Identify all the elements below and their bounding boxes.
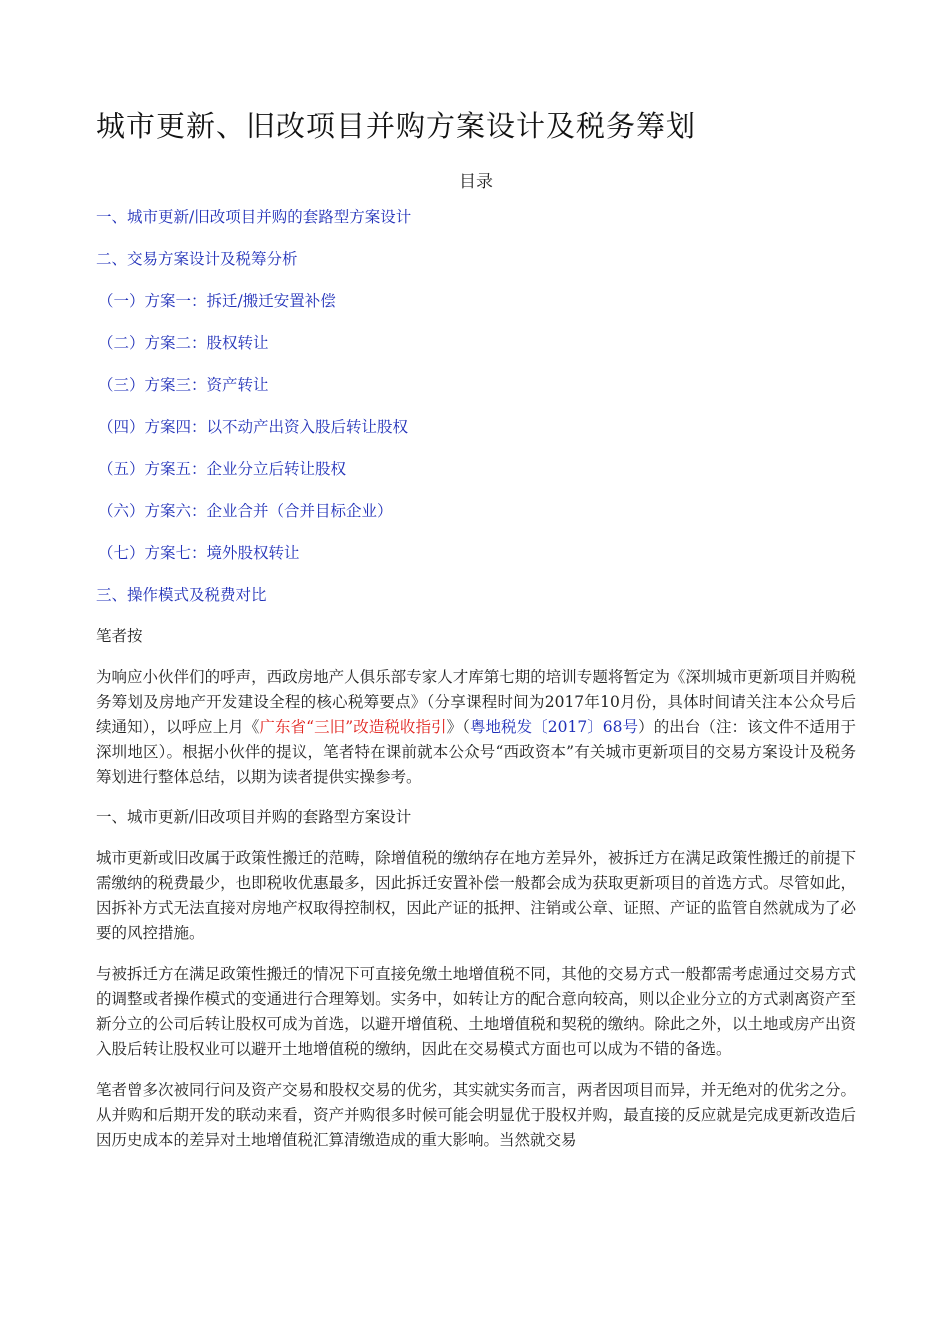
document-number-link[interactable]: 粤地税发〔2017〕68号 — [469, 718, 639, 736]
toc-link-option-5[interactable]: （五）方案五：企业分立后转让股权 — [98, 460, 347, 478]
intro-text-c: ）的出台（注：该文件不适用于深圳地区）。根据小伙伴的提议，笔者特在课前就本公众号“西政资本”有关城市更新项目的交易方案设计及税务筹划进行整体总结，以期为读者提供实操参考。 — [96, 718, 856, 786]
toc-link-option-3[interactable]: （三）方案三：资产转让 — [98, 376, 269, 394]
toc-link-option-7[interactable]: （七）方案七：境外股权转让 — [98, 544, 300, 562]
toc-link-option-6[interactable]: （六）方案六：企业合并（合并目标企业） — [98, 502, 393, 520]
author-note: 笔者按 — [96, 627, 143, 645]
body-paragraph-2: 与被拆迁方在满足政策性搬迁的情况下可直接免缴土地增值税不同，其他的交易方式一般都需考虑通过交易方式的调整或者操作模式的变通进行合理筹划。实务中，如转让方的配合意向较高，则以企业分立的方式剥离资产至新分立的公司后转让股权可成为首选，以避开增值税、土地增值税和契税的缴纳。除此之外，以土地或房产出资入股后转让股权业可以避开土地增值税的缴纳，因此在交易模式方面也可以成为不错的备选。 — [96, 965, 856, 1058]
toc-link-section-2[interactable]: 二、交易方案设计及税筹分析 — [96, 250, 298, 268]
document-title: 城市更新、旧改项目并购方案设计及税务筹划 — [96, 109, 697, 143]
toc-link-section-3[interactable]: 三、操作模式及税费对比 — [96, 586, 267, 604]
toc-heading: 目录 — [459, 172, 493, 192]
document-page — [96, 100, 856, 1169]
guideline-link[interactable]: 广东省“三旧”改造税收指引 — [259, 718, 447, 736]
table-of-contents — [96, 207, 856, 605]
toc-link-option-4[interactable]: （四）方案四：以不动产出资入股后转让股权 — [98, 418, 409, 436]
intro-text-b: 》（ — [446, 718, 470, 736]
body-paragraph-1: 城市更新或旧改属于政策性搬迁的范畴，除增值税的缴纳存在地方差异外，被拆迁方在满足政策性搬迁的前提下需缴纳的税费最少，也即税收优惠最多，因此拆迁安置补偿一般都会成为获取更新项目的首选方式。尽管如此，因拆补方式无法直接对房地产权取得控制权，因此产证的抵押、注销或公章、证照、产证的监管自然就成为了必要的风控措施。 — [96, 849, 856, 942]
toc-link-option-2[interactable]: （二）方案二：股权转让 — [98, 334, 269, 352]
intro-text-a: 为响应小伙伴们的呼声，西政房地产人俱乐部专家人才库第七期的培训专题将暂定为《深圳城市更新项目并购税务筹划及房地产开发建设全程的核心税筹要点》（分享课程时间为2017年10月份，具体时间请关注本公众号后续通知），以呼应上月《 — [96, 668, 856, 736]
toc-link-section-1[interactable]: 一、城市更新/旧改项目并购的套路型方案设计 — [96, 208, 412, 226]
body-paragraph-3: 笔者曾多次被同行问及资产交易和股权交易的优劣，其实就实务而言，两者因项目而异，并无绝对的优劣之分。从并购和后期开发的联动来看，资产并购很多时候可能会明显优于股权并购，最直接的反应就是完成更新改造后因历史成本的差异对土地增值税汇算清缴造成的重大影响。当然就交易 — [96, 1081, 856, 1149]
toc-link-option-1[interactable]: （一）方案一：拆迁/搬迁安置补偿 — [98, 292, 336, 310]
section-heading-1: 一、城市更新/旧改项目并购的套路型方案设计 — [96, 808, 412, 826]
intro-paragraph — [96, 665, 856, 790]
